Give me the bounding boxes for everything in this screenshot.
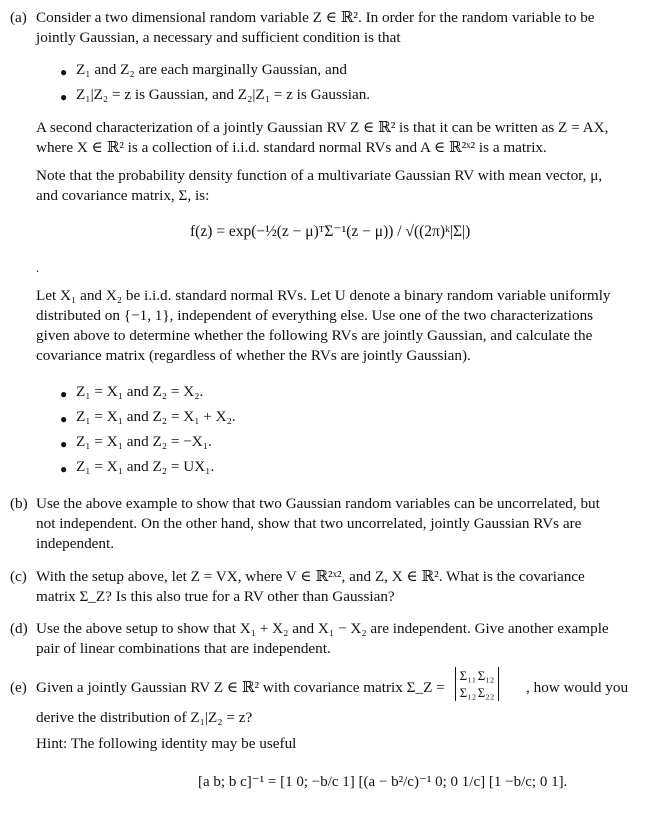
part-d-label: (d) [10,620,28,637]
part-a-intro-line-2: jointly Gaussian, a necessary and sufficient condition is that [36,29,401,46]
part-b-line-1: Use the above example to show that two Gaussian random variables can be uncorrelated, but [36,495,600,512]
setup-line-4: covariance matrix (regardless of whether the RVs are jointly Gaussian). [36,347,471,364]
part-e-line-1-post: , how would you [526,679,629,696]
matrix-bracket [455,667,499,701]
pdf-note-line-2: and covariance matrix, Σ, is: [36,187,210,204]
second-characterization-line-2: where X ∈ ℝ² is a collection of i.i.d. standard normal RVs and A ∈ ℝ²ˣ² is a matrix. [36,139,547,156]
part-b-line-2: not independent. On the other hand, show that two uncorrelated, jointly Gaussian RVs are [36,515,582,532]
case-item: Z₁ = X₁ and Z₂ = −X₁. [76,433,212,450]
bullet-icon: ● [60,437,68,451]
bullet-icon: ● [60,65,68,79]
part-d-line-1: Use the above setup to show that X₁ + X₂ and X₁ − X₂ are independent. Give another example [36,620,609,637]
case-item: Z₁ = X₁ and Z₂ = X₂. [76,383,204,400]
part-e-line-2: derive the distribution of Z₁|Z₂ = z? [36,709,253,726]
part-a-intro-line-1: Consider a two dimensional random variable Z ∈ ℝ². In order for the random variable to be [36,9,595,26]
hint-text: Hint: The following identity may be useful [36,735,297,752]
covariance-matrix [455,667,499,701]
second-characterization-line-1: A second characterization of a jointly Gaussian RV Z ∈ ℝ² is that it can be written as Z = AX, [36,119,609,136]
setup-line-1: Let X₁ and X₂ be i.i.d. standard normal RVs. Let U denote a binary random variable uniformly [36,287,611,304]
matrix-cell: Σ₂₂ [477,685,495,700]
separator-dot: . [36,261,39,275]
bullet-icon: ● [60,462,68,476]
matrix-cell: Σ₁₂ [459,685,477,700]
part-b-label: (b) [10,495,28,512]
bullet-icon: ● [60,387,68,401]
case-item: Z₁ = X₁ and Z₂ = UX₁. [76,458,215,475]
part-d-line-2: pair of linear combinations that are independent. [36,640,331,657]
matrix-inverse-identity: [a b; b c]⁻¹ = [1 0; −b/c 1] [(a − b²/c)⁻¹ 0; 0 1/c] [1 −b/c; 0 1]. [198,774,568,790]
part-c-line-1: With the setup above, let Z = VX, where V ∈ ℝ²ˣ², and Z, X ∈ ℝ². What is the covariance [36,568,585,585]
pdf-note-line-1: Note that the probability density function of a multivariate Gaussian RV with mean vector, μ, [36,167,603,184]
matrix-cell: Σ₁₂ [477,668,495,683]
bullet-icon: ● [60,412,68,426]
setup-line-2: distributed on {−1, 1}, independent of everything else. Use one of the two characterizations [36,307,594,324]
setup-line-3: given above to determine whether the following RVs are jointly Gaussian, and calculate the [36,327,593,344]
pdf-formula: f(z) = exp(−½(z − μ)ᵀΣ⁻¹(z − μ)) / √((2π)ᵏ|Σ|) [190,223,471,240]
part-b-line-3: independent. [36,535,115,552]
condition-item: Z₁|Z₂ = z is Gaussian, and Z₂|Z₁ = z is Gaussian. [76,86,371,103]
part-c-label: (c) [10,568,27,585]
part-e-line-1-pre: Given a jointly Gaussian RV Z ∈ ℝ² with covariance matrix Σ_Z = [36,679,445,696]
case-item: Z₁ = X₁ and Z₂ = X₁ + X₂. [76,408,236,425]
bullet-icon: ● [60,90,68,104]
condition-item: Z₁ and Z₂ are each marginally Gaussian, and [76,61,347,78]
part-a-label: (a) [10,9,27,26]
part-e-label: (e) [10,679,27,696]
part-c-line-2: matrix Σ_Z? Is this also true for a RV other than Gaussian? [36,588,395,605]
matrix-cell: Σ₁₁ [459,668,477,683]
